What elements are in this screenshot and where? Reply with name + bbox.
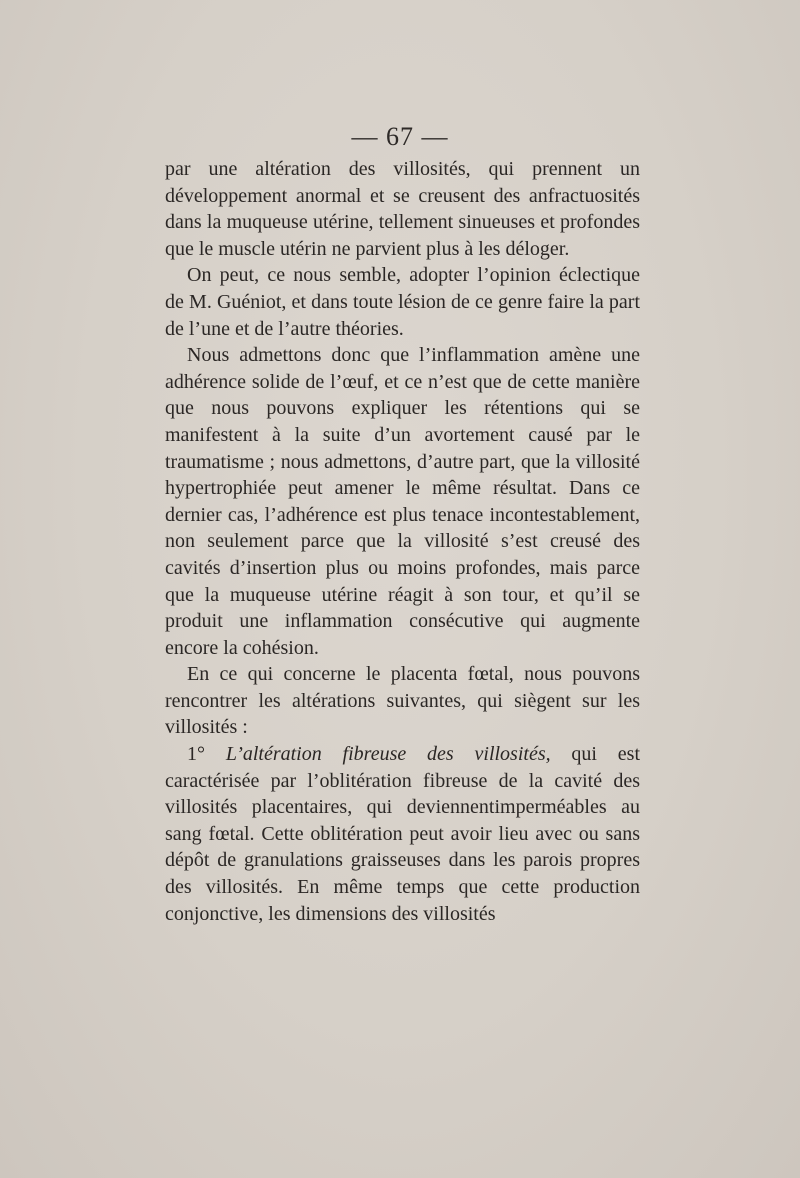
- body-text: [165, 156, 640, 927]
- paragraph-5: [165, 741, 640, 927]
- paragraph-4: En ce qui concerne le placenta fœtal, nous pouvons rencontrer les altérations suivantes, qui siègent sur les villosités :: [165, 663, 640, 739]
- paragraph-1: par une altération des villosités, qui prennent un développement anormal et se creusent des anfractuosités dans la muqueuse utérine, tellement sinueuses et profondes que le muscle utérin ne parvient plus à les déloger.: [165, 158, 640, 260]
- paragraph-5-text: qui est caractérisée par l’oblitération fibreuse de la cavité des villosités placentaires, qui deviennentimperméables au sang fœtal. Cette oblitération peut avoir lieu avec ou sans dépôt de granulations graisseuses dans les parois propres des villosités. En même temps que cette production conjonctive, les dimensions des villosités: [165, 743, 640, 925]
- page-number: — 67 —: [351, 122, 449, 151]
- section-title: L’altération fibreuse des villosités,: [225, 743, 551, 766]
- paragraph-3: Nous admettons donc que l’inflammation amène une adhérence solide de l’œuf, et ce n’est que de cette manière que nous pouvons expliquer les rétentions qui se manifestent à la suite d’un avortement causé par le traumatisme ; nous admettons, d’autre part, que la villosité hypertrophiée peut amener le même résultat. Dans ce dernier cas, l’adhérence est plus tenace incontestablement, non seulement parce que la villosité s’est creusé des cavités d’insertion plus ou moins profondes, mais parce que la muqueuse utérine réagit à son tour, et qu’il se produit une inflammation consécutive qui augmente encore la cohésion.: [165, 344, 640, 659]
- list-number: 1°: [187, 743, 205, 766]
- paragraph-2: On peut, ce nous semble, adopter l’opinion éclectique de M. Guéniot, et dans toute lésion de ce genre faire la part de l’une et de l’autre théories.: [165, 264, 640, 340]
